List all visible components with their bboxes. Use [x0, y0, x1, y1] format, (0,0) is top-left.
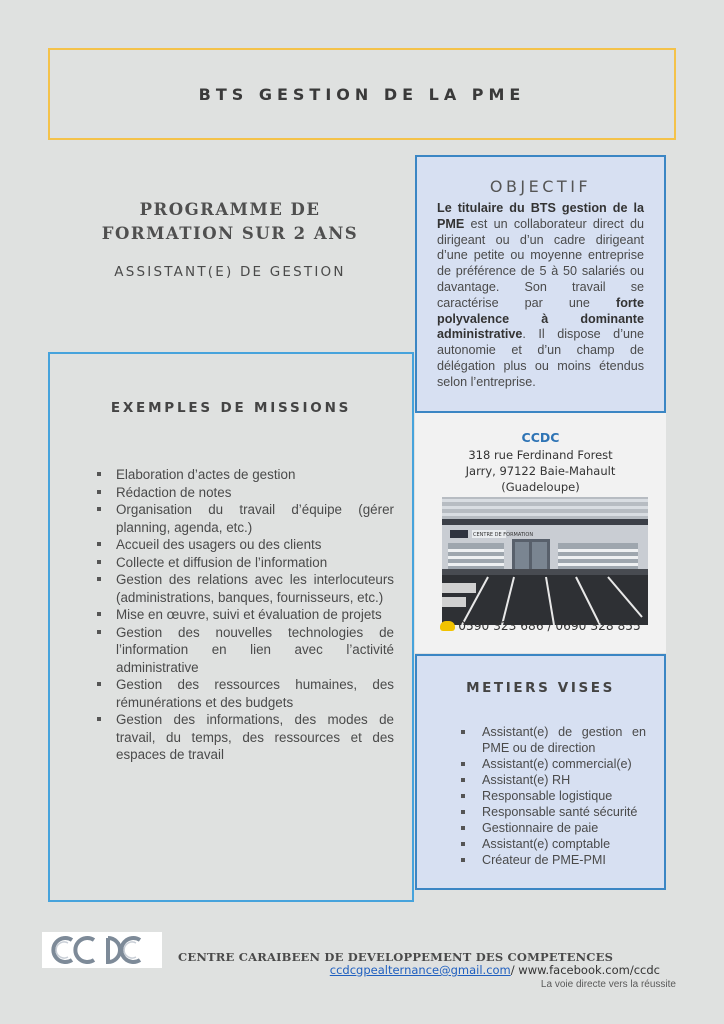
programme-block — [60, 198, 400, 280]
list-item: Assistant(e) comptable — [459, 836, 646, 852]
ccdc-name: CCDC — [521, 430, 560, 445]
objectif-text-1: est un collaborateur direct du dirigeant ou d’un cadre dirigeant d’une petite ou moyenne entreprise de préférence de 5 à 50 salariés ou davantage. Son travail se caractérise par une — [437, 216, 644, 310]
ccdc-logo — [42, 932, 162, 968]
list-item: Responsable santé sécurité — [459, 804, 646, 820]
list-item: Responsable logistique — [459, 788, 646, 804]
objectif-bold-lead: Le titulaire du BTS gestion de la PME — [437, 201, 644, 231]
ccdc-address-1: 318 rue Ferdinand Forest — [468, 448, 613, 462]
list-item: Collecte et diffusion de l’information — [94, 554, 394, 572]
footer-separator: / — [510, 963, 519, 977]
list-item: Gestion des informations, des modes de travail, du temps, des ressources et des espaces de travail — [94, 711, 394, 764]
footer-tagline: La voie directe vers la réussite — [540, 979, 676, 990]
list-item: Créateur de PME-PMI — [459, 852, 646, 868]
telephone-icon — [440, 621, 455, 631]
list-item: Rédaction de notes — [94, 484, 394, 502]
list-item: Assistant(e) commercial(e) — [459, 756, 646, 772]
objectif-panel — [415, 155, 666, 413]
ccdc-contact-card — [415, 413, 666, 653]
footer-organisation: CENTRE CARAIBEEN DE DEVELOPPEMENT DES COMPETENCES — [178, 950, 614, 964]
ccdc-logo-mark — [42, 932, 162, 968]
list-item: Gestion des nouvelles technologies de l’information en lien avec l’activité administrative — [94, 624, 394, 677]
ccdc-address-3: (Guadeloupe) — [501, 480, 580, 494]
list-item: Accueil des usagers ou des clients — [94, 536, 394, 554]
missions-title: EXEMPLES DE MISSIONS — [110, 400, 352, 416]
list-item: Mise en œuvre, suivi et évaluation de projets — [94, 606, 394, 624]
phone-line — [415, 619, 666, 633]
list-item: Gestionnaire de paie — [459, 820, 646, 836]
building-photo-drawing — [442, 497, 648, 625]
objectif-bold-mid: forte polyvalence à dominante administrative — [437, 295, 644, 342]
footer-contact — [330, 963, 660, 977]
objectif-title: OBJECTIF — [489, 177, 592, 196]
programme-line-2: FORMATION SUR 2 ANS — [101, 224, 359, 243]
metiers-panel — [415, 654, 666, 890]
list-item: Assistant(e) RH — [459, 772, 646, 788]
building-photo — [442, 497, 648, 625]
photo-sign: CENTRE DE FORMATION — [473, 532, 534, 538]
programme-line-1: PROGRAMME DE — [139, 200, 321, 219]
title-box — [48, 48, 676, 140]
programme-subtitle: ASSISTANT(E) DE GESTION — [114, 264, 346, 280]
list-item: Assistant(e) de gestion en PME ou de direction — [459, 724, 646, 756]
list-item: Gestion des ressources humaines, des rémunérations et des budgets — [94, 676, 394, 711]
list-item: Elaboration d’actes de gestion — [94, 466, 394, 484]
objectif-text — [437, 201, 644, 391]
facebook-link[interactable]: www.facebook.com/ccdc — [518, 963, 660, 977]
metiers-title: METIERS VISES — [466, 680, 615, 696]
email-link[interactable]: ccdcgpealternance@gmail.com — [329, 963, 511, 977]
list-item: Gestion des relations avec les interlocuteurs (administrations, banques, fournisseurs, etc.) — [94, 571, 394, 606]
objectif-text-2: . Il dispose d’une autonomie et d’un champ de délégation plus ou moins étendus selon l’entreprise. — [437, 327, 644, 389]
list-item: Organisation du travail d’équipe (gérer planning, agenda, etc.) — [94, 501, 394, 536]
page-title: BTS GESTION DE LA PME — [198, 84, 526, 104]
metiers-list — [459, 724, 646, 868]
ccdc-address-2: Jarry, 97122 Baie-Mahault — [465, 464, 616, 478]
missions-panel — [48, 352, 414, 902]
missions-list — [94, 466, 394, 764]
phone-numbers[interactable]: 0590 323 686 / 0690 328 855 — [458, 619, 641, 633]
